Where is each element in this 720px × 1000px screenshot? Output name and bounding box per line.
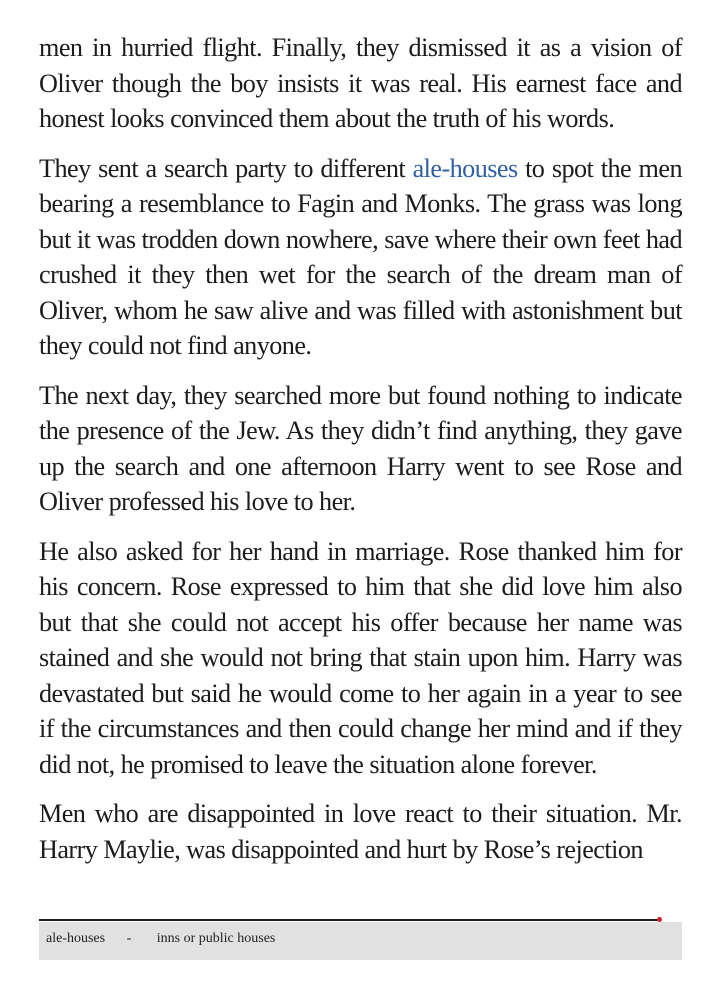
footnote-separator: - bbox=[126, 931, 132, 946]
paragraph-3: The next day, they searched more but found nothing to indicate the presence of the Jew. As they didn’t find anything, they gave up the search and one afternoon Harry went to see Rose and Oliver professed his love to her. bbox=[39, 380, 682, 516]
paragraph-1: men in hurried flight. Finally, they dismissed it as a vision of Oliver though the boy insists it was real. His earnest face and honest looks convinced them about the truth of his words. bbox=[39, 33, 682, 133]
paragraph-2-after: to spot the men bearing a resemblance to Fagin and Monks. The grass was long but it was trodden down nowhere, save where their own feet had crushed it they then wet for the search of the dream man of Oliver, whom he saw alive and was filled with astonishment but they could not find anyone. bbox=[39, 153, 682, 360]
footnote-term: ale-houses bbox=[46, 931, 106, 946]
footnote-divider bbox=[39, 919, 660, 921]
paragraph-2 bbox=[39, 151, 682, 364]
footnote bbox=[46, 931, 275, 947]
paragraph-4: He also asked for her hand in marriage. Rose thanked him for his concern. Rose expressed to him that she did love him also but that she could not accept his offer because her name was stained and she would not bring that stain upon him. Harry was devastated but said he would come to her again in a year to see if the circumstances and then could change her mind and if they did not, he promised to leave the situation alone forever. bbox=[39, 536, 682, 779]
footnote-definition: inns or public houses bbox=[156, 931, 276, 946]
book-page-body bbox=[39, 30, 682, 881]
paragraph-5: Men who are disappointed in love react to their situation. Mr. Harry Maylie, was disappointed and hurt by Rose’s rejection bbox=[39, 799, 682, 864]
glossary-term-ale-houses[interactable]: ale-houses bbox=[412, 153, 518, 183]
paragraph-2-before: They sent a search party to different bbox=[39, 153, 413, 183]
